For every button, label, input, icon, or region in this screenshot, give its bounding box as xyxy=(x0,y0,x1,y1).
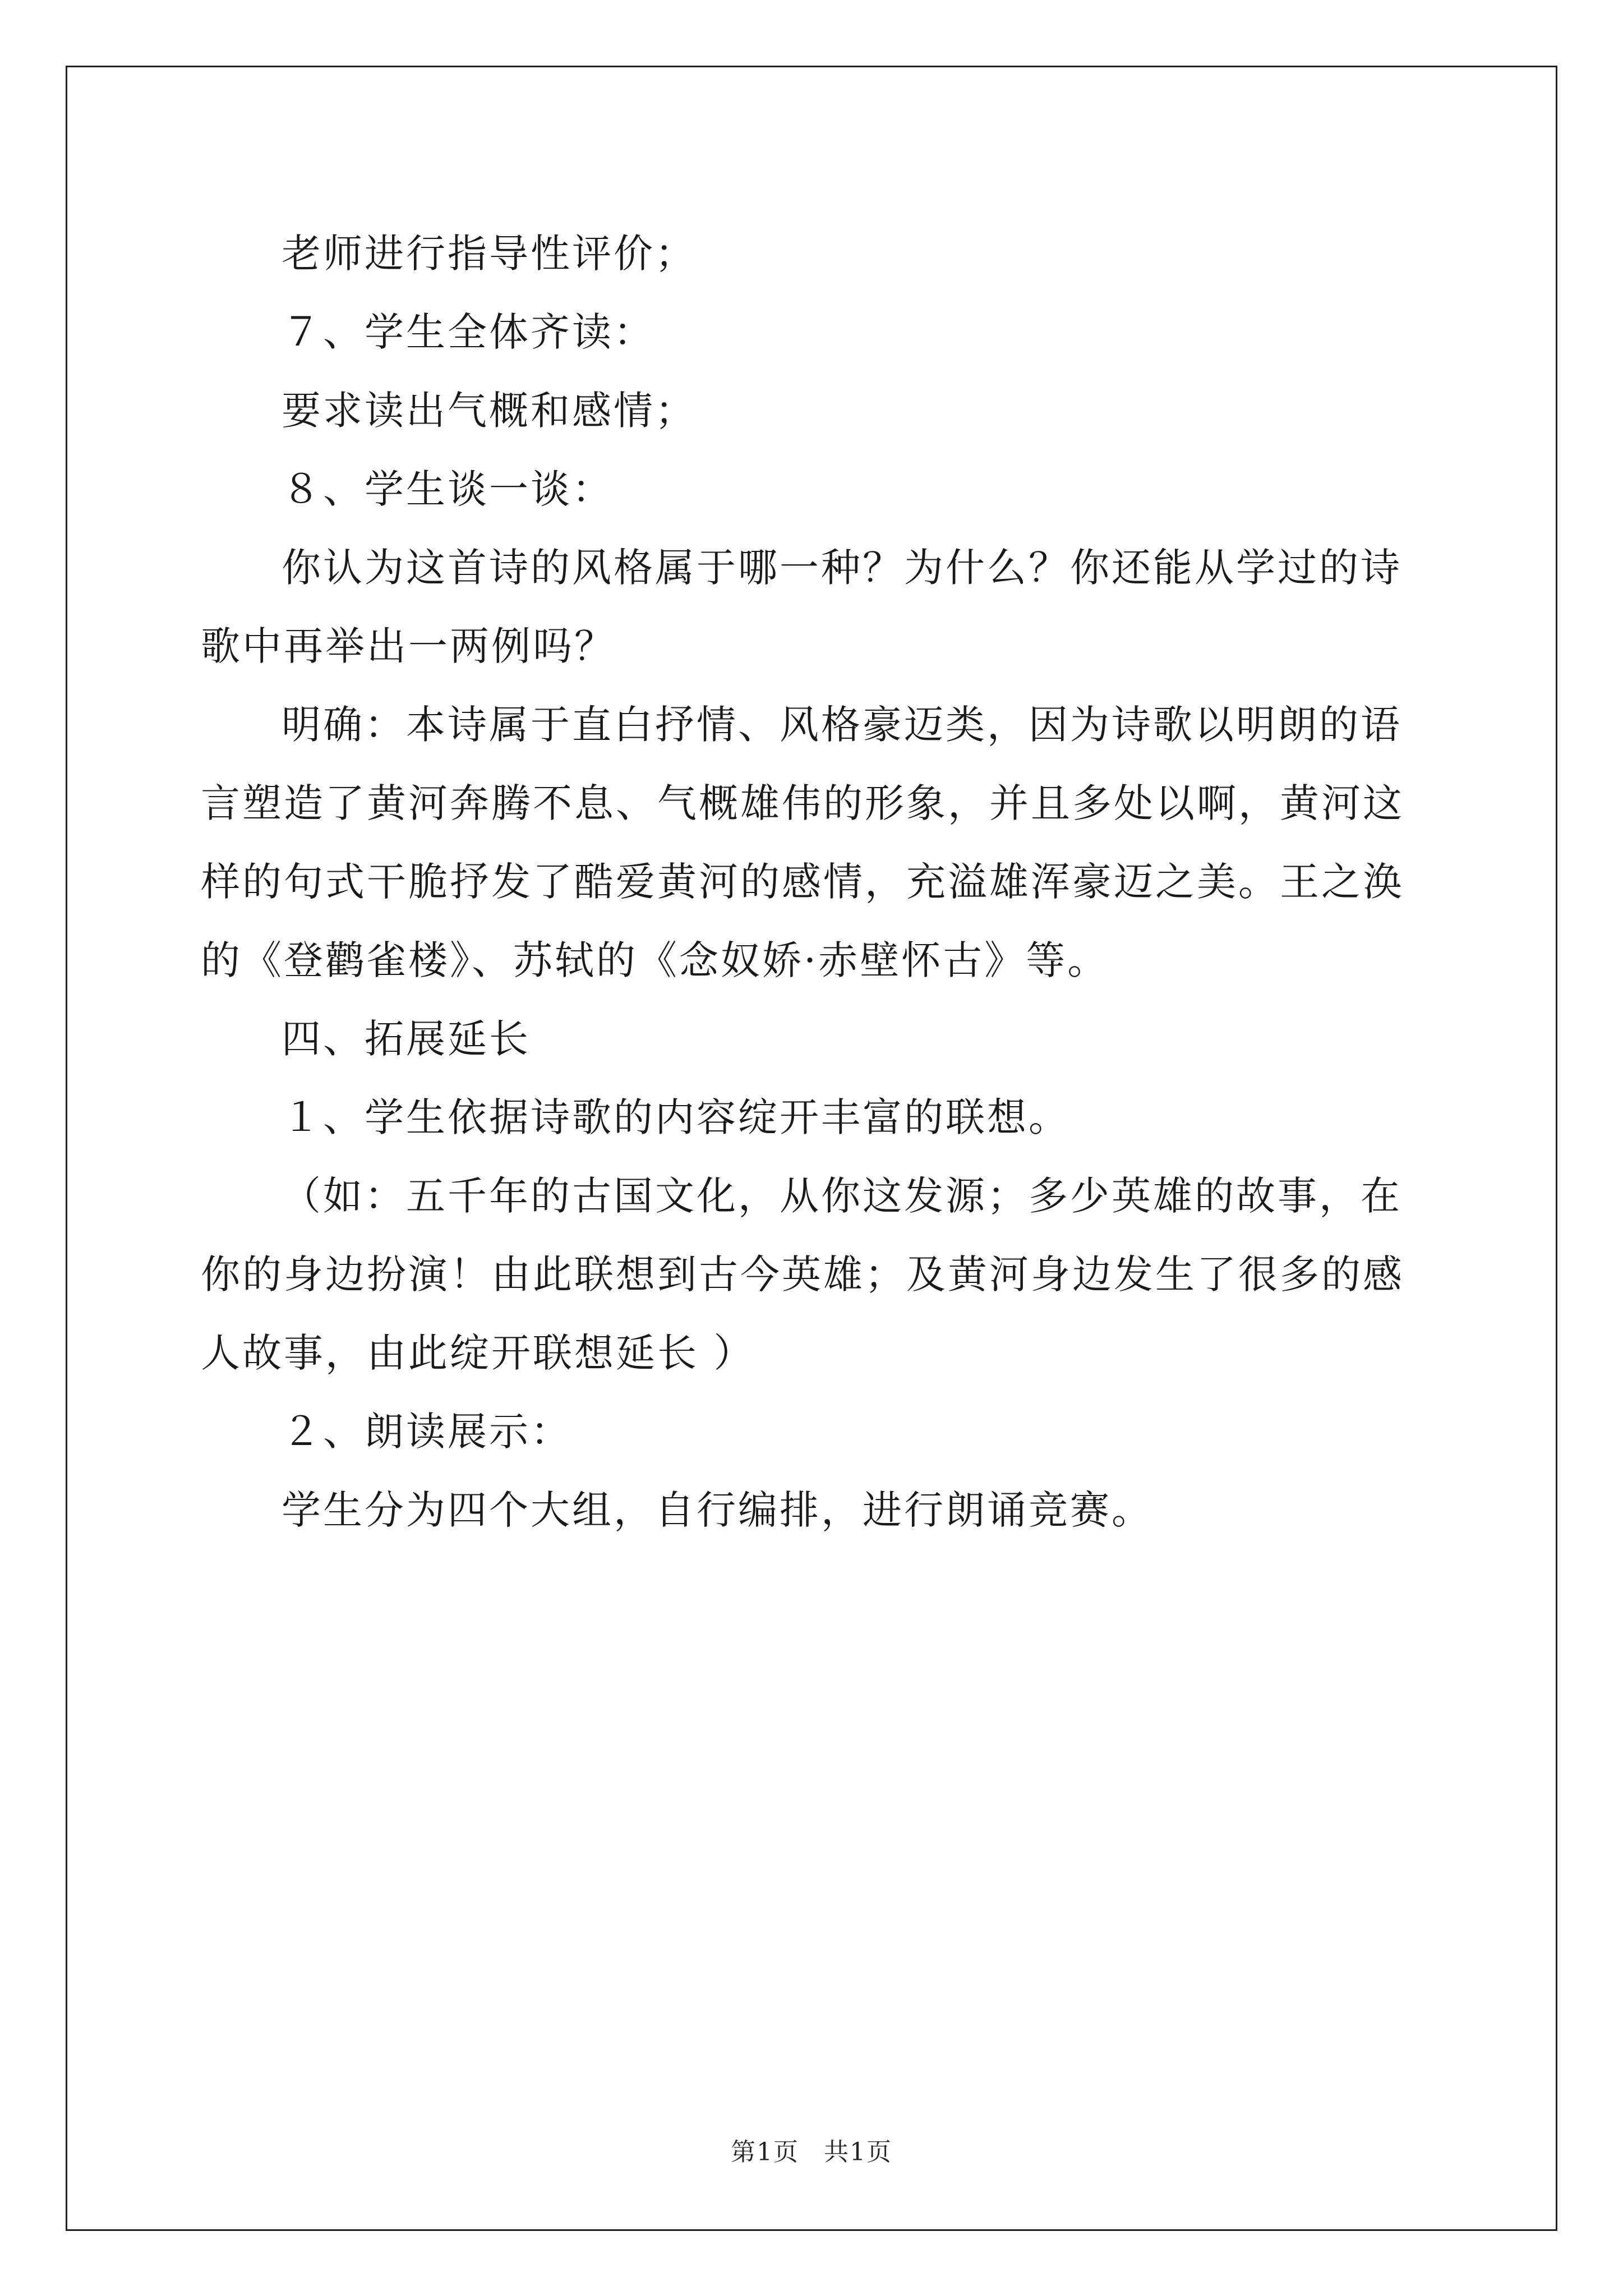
page-number-total: 共1页 xyxy=(824,2138,892,2166)
page-number-current: 第1页 xyxy=(731,2138,799,2166)
paragraph-step-7: ７、学生全体齐读： xyxy=(282,309,655,355)
paragraph-teacher-evaluation: 老师进行指导性评价； xyxy=(282,231,697,277)
page-footer xyxy=(0,2132,1623,2168)
paragraph-example: （如：五千年的古国文化，从你这发源；多少英雄的故事，在你的身边扮演！由此联想到古今英雄；及黄河身边发生了很多的感人故事，由此绽开联想延长 ） xyxy=(201,1173,1404,1376)
section-heading-extension: 四、拓展延长 xyxy=(282,1016,531,1062)
paragraph-style-question: 你认为这首诗的风格属于哪一种？为什么？你还能从学过的诗歌中再举出一两例吗？ xyxy=(201,545,1402,669)
paragraph-step-8: ８、学生谈一谈： xyxy=(282,466,614,512)
paragraph-answer: 明确：本诗属于直白抒情、风格豪迈类，因为诗歌以明朗的语言塑造了黄河奔腾不息、气概雄伟的形象，并且多处以啊，黄河这样的句式干脆抒发了酷爱黄河的感情，充溢雄浑豪迈之美。王之涣的《登鹳雀楼》、苏轼的《念奴娇·赤壁怀古》等。 xyxy=(201,702,1404,983)
paragraph-read-requirement: 要求读出气概和感情； xyxy=(282,388,697,434)
paragraph-competition: 学生分为四个大组，自行编排，进行朗诵竞赛。 xyxy=(282,1487,1153,1533)
paragraph-extension-2: ２、朗读展示： xyxy=(282,1409,572,1455)
paragraph-extension-1: １、学生依据诗歌的内容绽开丰富的联想。 xyxy=(282,1094,1070,1140)
